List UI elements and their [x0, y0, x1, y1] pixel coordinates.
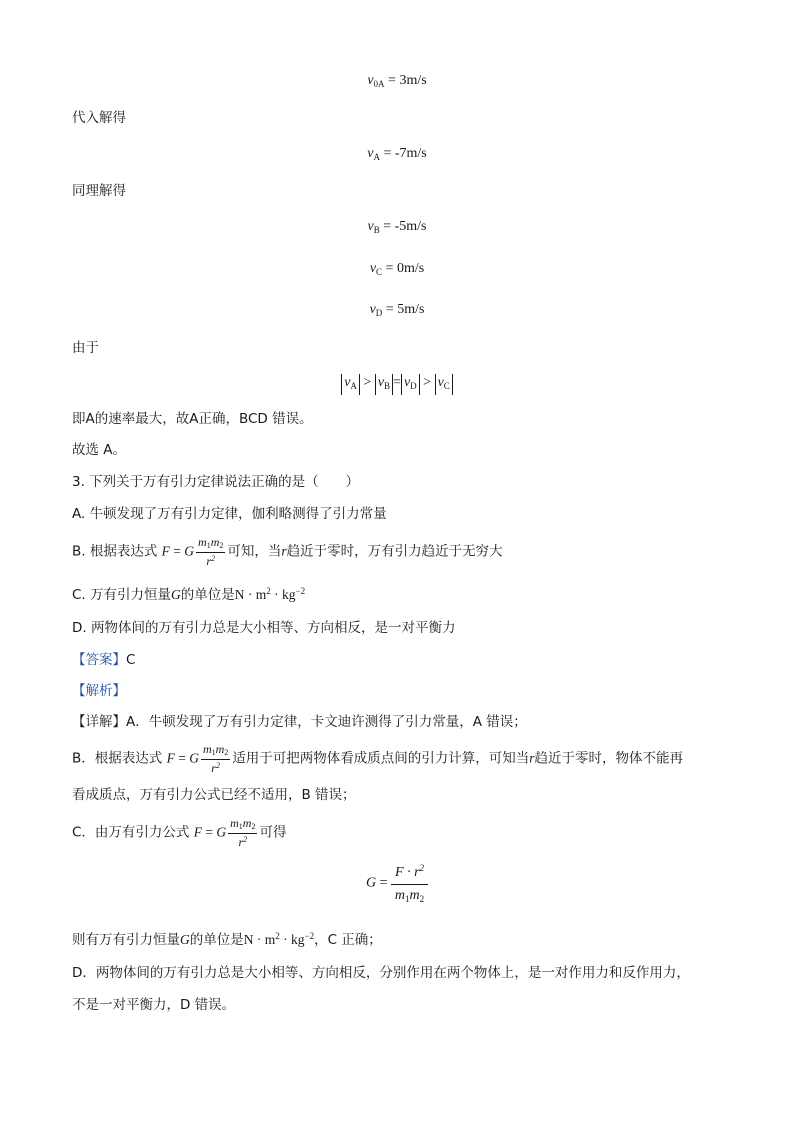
- option-c: C. 万有引力恒量G的单位是$N \cdot m^2 \cdot kg^{-2}$: [72, 586, 306, 603]
- detail-c: C．由万有引力公式 F = G $\frac{m_1m_2}{r^2}$ 可得: [72, 816, 287, 849]
- option-b: B. 根据表达式 F = G $\frac{m_1m_2}{r^2}$ 可知，当r趋近于零时，万有引力趋近于无穷大: [72, 535, 503, 568]
- option-a: A. 牛顿发现了万有引力定律，伽利略测得了引力常量: [72, 506, 387, 522]
- paragraph-choose-a: 故选 A。: [72, 442, 127, 458]
- paragraph-substitute: 代入解得: [72, 110, 126, 126]
- detail-a: 【详解】A．牛顿发现了万有引力定律，卡文迪许测得了引力常量，A 错误；: [72, 714, 527, 730]
- equation-v0a: $v_{0A} = 3m/s$: [367, 73, 427, 89]
- equation-vb: $v_B = -5m/s$: [367, 219, 427, 235]
- answer-line: [72, 651, 135, 669]
- paragraph-similar: 同理解得: [72, 183, 126, 199]
- detail-d: D．两物体间的万有引力总是大小相等、方向相反，分别作用在两个物体上，是一对作用力和反作用力，: [72, 965, 690, 981]
- formula-fraction: $\frac{m_1m_2}{r^2}$: [230, 816, 256, 849]
- formula-fraction: $\frac{m_1m_2}{r^2}$: [202, 742, 229, 775]
- detail-c2: 则有万有引力恒量G的单位是$N \cdot m^2 \cdot kg^{-2}$，C 正确；: [72, 931, 382, 948]
- answer-label: 【答案】: [72, 652, 126, 668]
- detail-b2: 看成质点，万有引力公式已经不适用，B 错误；: [72, 787, 356, 803]
- equation-vd: $v_D = 5m/s$: [369, 302, 425, 318]
- formula-fraction: $\frac{m_1m_2}{r^2}$: [198, 535, 224, 568]
- answer-value: C: [126, 652, 136, 668]
- inequality-speeds: $v_A > v_B = v_D > v_C$: [0, 374, 794, 395]
- detail-d2: 不是一对平衡力，D 错误。: [72, 997, 236, 1013]
- analysis-label: 【解析】: [72, 683, 126, 699]
- equation-g-derived: G = $\frac{F \cdot r^2}{m_1m_2}$: [0, 859, 794, 908]
- question-stem: 3. 下列关于万有引力定律说法正确的是（ ）: [72, 474, 360, 490]
- paragraph-since: 由于: [72, 340, 99, 356]
- detail-b: B．根据表达式 F = G $\frac{m_1m_2}{r^2}$ 适用于可把两物体看成质点间的引力计算，可知当r趋近于零时，物体不能再: [72, 742, 684, 775]
- paragraph-conclusion: 即A的速率最大，故A正确，BCD 错误。: [72, 411, 313, 427]
- equation-vc: $v_C = 0m/s$: [369, 261, 425, 277]
- option-d: D. 两物体间的万有引力总是大小相等、方向相反，是一对平衡力: [72, 620, 456, 636]
- equation-va: $v_A = -7m/s$: [367, 146, 427, 162]
